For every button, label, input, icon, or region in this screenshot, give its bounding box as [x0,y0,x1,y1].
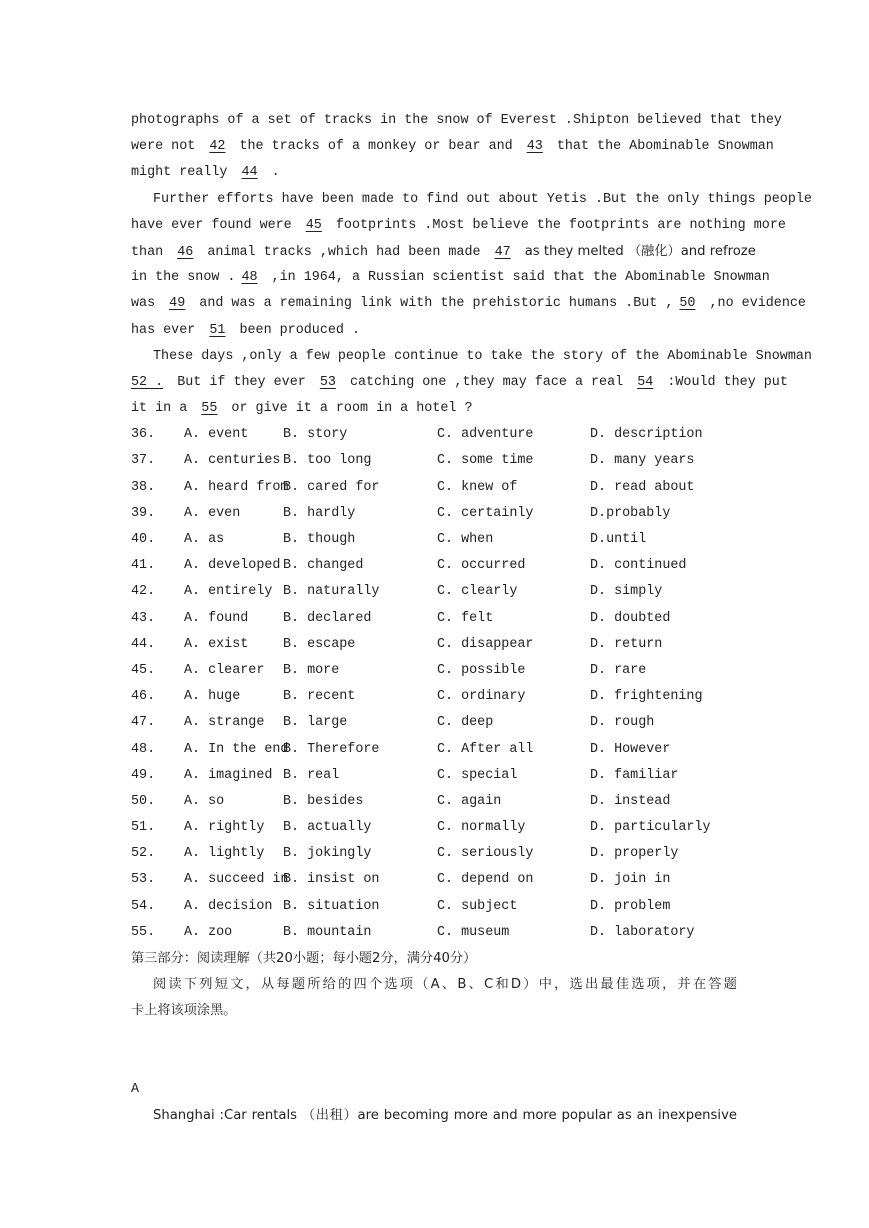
passage-line [131,396,737,422]
question-row [131,475,737,501]
question-row [131,632,737,658]
passage-text: it in a [131,401,188,417]
option-d: D. return [590,636,663,652]
passage-text: been produced . [239,322,361,338]
question-number: 47. [131,715,156,731]
option-c: C. possible [437,662,526,678]
option-c: C. clearly [437,584,518,600]
question-row [131,527,737,553]
question-number: 54. [131,898,156,914]
option-a: A. developed [184,558,281,574]
option-a: A. strange [184,715,265,731]
question-number: 36. [131,427,156,443]
question-number: 46. [131,689,156,705]
section-heading: 第三部分：阅读理解（共20小题；每小题2分，满分40分） [131,951,477,966]
option-a: A. entirely [184,584,273,600]
option-d: D. instead [590,793,671,809]
question-row [131,841,737,867]
option-b: B. more [283,662,340,678]
question-row [131,606,737,632]
passage-line [131,291,806,317]
option-b: B. recent [283,689,356,705]
option-d: D. rough [590,715,655,731]
passage-text: than [131,244,164,260]
instructions-line: 阅读下列短文，从每题所给的四个选项（A、B、C和D）中，选出最佳选项，并在答题 [153,977,737,993]
blank-48: 48 [241,270,258,286]
question-number: 40. [131,532,156,547]
question-number: 50. [131,793,156,809]
option-c: C. some time [437,453,534,469]
blank-45: 45 [305,217,322,233]
question-row [131,789,737,815]
passage-text: have ever found were [131,217,292,233]
question-number: 52. [131,846,156,862]
option-b: B. changed [283,558,364,574]
option-d: D. description [590,427,703,443]
option-a: A. exist [184,636,249,652]
passage-line [131,265,770,291]
option-b: B. cared for [283,479,380,495]
option-b: B. insist on [283,872,380,888]
option-b: B. too long [283,453,372,469]
option-c: C. certainly [437,505,534,521]
option-d: D. simply [590,584,663,600]
option-c: C. museum [437,924,510,940]
blank-43: 43 [526,139,543,155]
option-b: B. besides [283,793,364,809]
question-number: 49. [131,767,156,783]
option-d: D. doubted [590,610,671,626]
option-a: A. heard from [184,479,289,495]
question-number: 44. [131,636,156,652]
passage-text: Shanghai :Car rentals （出租）are becoming more and more popular as an inexpensive [153,1107,737,1123]
passage-line [131,370,788,396]
passage-text: :Would they put [667,374,788,390]
blank-44: 44 [241,165,258,181]
option-b: B. though [283,532,356,547]
passage-line [131,187,812,213]
option-b: B. naturally [283,584,380,600]
option-d: D. However [590,741,671,757]
option-a: A. succeed in [184,872,289,888]
option-a: A. decision [184,898,273,914]
option-b: B. declared [283,610,372,626]
part-label: A [131,1081,140,1097]
blank-47: 47 [494,244,511,260]
option-c: C. occurred [437,558,526,574]
question-row [131,579,737,605]
question-row [131,501,737,527]
question-row [131,894,737,920]
blank-50: 50 [679,296,696,312]
option-d: D. frightening [590,689,703,705]
option-a: A. lightly [184,846,265,862]
option-a: A. centuries [184,453,281,469]
passage-text: might really [131,165,228,181]
option-d: D. rare [590,662,647,678]
option-a: A. found [184,610,249,626]
passage-text: in the snow . [131,270,236,286]
option-c: C. when [437,532,494,547]
option-c: C. deep [437,715,494,731]
question-row [131,815,737,841]
question-row [131,867,737,893]
passage-line [131,108,782,134]
question-number: 55. [131,924,156,940]
passage-text: footprints .Most believe the footprints are nothing more [335,217,786,233]
option-a: A. so [184,793,225,809]
passage-text: catching one ,they may face a real [349,374,624,390]
question-list [131,422,737,946]
option-b: B. situation [283,898,380,914]
passage-text: ,in 1964, a Russian scientist said that the Abominable Snowman [271,270,770,286]
option-c: C. subject [437,898,518,914]
instructions-line: 卡上将该项涂黑。 [131,1003,237,1019]
option-d: D. read about [590,479,695,495]
passage-text: But if they ever [177,374,306,390]
question-number: 42. [131,584,156,600]
blank-54: 54 [637,374,654,390]
option-b: B. hardly [283,505,356,521]
option-b: B. actually [283,820,372,836]
passage-text: that the Abominable Snowman [556,139,774,155]
passage-text: photographs of a set of tracks in the snow of Everest .Shipton believed that they [131,113,782,128]
option-c: C. seriously [437,846,534,862]
question-row [131,763,737,789]
blank-53: 53 [319,374,336,390]
question-row [131,553,737,579]
question-number: 39. [131,505,156,521]
blank-52: 52 . [131,374,164,390]
question-number: 43. [131,610,156,626]
option-c: C. knew of [437,479,518,495]
passage-line [131,134,774,160]
passage-text: . [271,165,280,181]
question-row [131,684,737,710]
passage-text: or give it a room in a hotel ? [231,401,473,417]
document-page [131,108,812,1129]
option-a: A. rightly [184,820,265,836]
option-c: C. felt [437,610,494,626]
question-row [131,448,737,474]
question-row [131,658,737,684]
passage-text: animal tracks ,which had been made [207,244,481,260]
question-row [131,422,737,448]
option-a: A. zoo [184,924,233,940]
question-row [131,710,737,736]
option-b: B. real [283,767,340,783]
option-b: B. large [283,715,348,731]
option-d: D.probably [590,505,671,521]
passage-line [131,239,756,265]
option-c: C. disappear [437,636,534,652]
question-number: 53. [131,872,156,888]
option-b: B. jokingly [283,846,372,862]
blank-49: 49 [169,296,186,312]
option-a: A. event [184,427,249,443]
passage-text: has ever [131,322,196,338]
option-a: A. as [184,532,225,547]
blank-42: 42 [209,139,226,155]
option-c: C. After all [437,741,534,757]
blank-46: 46 [177,244,194,260]
option-d: D. properly [590,846,679,862]
passage-line [131,160,737,186]
option-c: C. special [437,767,518,783]
passage-text: These days ,only a few people continue to take the story of the Abominable Snowman [153,348,812,364]
option-b: B. story [283,427,348,443]
option-c: C. adventure [437,427,534,443]
passage-text: the tracks of a monkey or bear and [239,139,513,155]
option-d: D. problem [590,898,671,914]
passage-text: and was a remaining link with the prehistoric humans .But , [199,296,674,312]
spacer [131,1025,737,1077]
question-row [131,737,737,763]
option-d: D. particularly [590,820,711,836]
passage-line [131,213,786,239]
question-number: 38. [131,479,156,495]
passage-text: ,no evidence [709,296,806,312]
blank-55: 55 [201,401,218,417]
option-c: C. ordinary [437,689,526,705]
option-d: D. laboratory [590,924,695,940]
passage-line [131,1103,737,1129]
option-d: D. familiar [590,767,679,783]
question-row [131,920,737,946]
option-d: D. many years [590,453,695,469]
passage-line [131,344,812,370]
question-number: 45. [131,662,156,678]
question-number: 37. [131,453,156,469]
option-c: C. normally [437,820,526,836]
question-number: 41. [131,558,156,574]
option-c: C. depend on [437,872,534,888]
blank-51: 51 [209,322,226,338]
option-b: B. mountain [283,924,372,940]
option-a: A. imagined [184,767,273,783]
option-d: D.until [590,532,647,547]
passage-text: Further efforts have been made to find out about Yetis .But the only things people [153,191,812,207]
passage-text: as they melted （融化）and refroze [524,243,756,259]
passage-text: was [131,296,156,312]
question-number: 51. [131,820,156,836]
option-b: B. Therefore [283,741,380,757]
option-b: B. escape [283,636,356,652]
option-c: C. again [437,793,502,809]
question-number: 48. [131,741,156,757]
option-a: A. huge [184,689,241,705]
option-a: A. even [184,505,241,521]
option-a: A. In the end [184,741,289,757]
option-d: D. join in [590,872,671,888]
option-a: A. clearer [184,662,265,678]
passage-line [131,318,737,344]
passage-text: were not [131,139,196,155]
option-d: D. continued [590,558,687,574]
